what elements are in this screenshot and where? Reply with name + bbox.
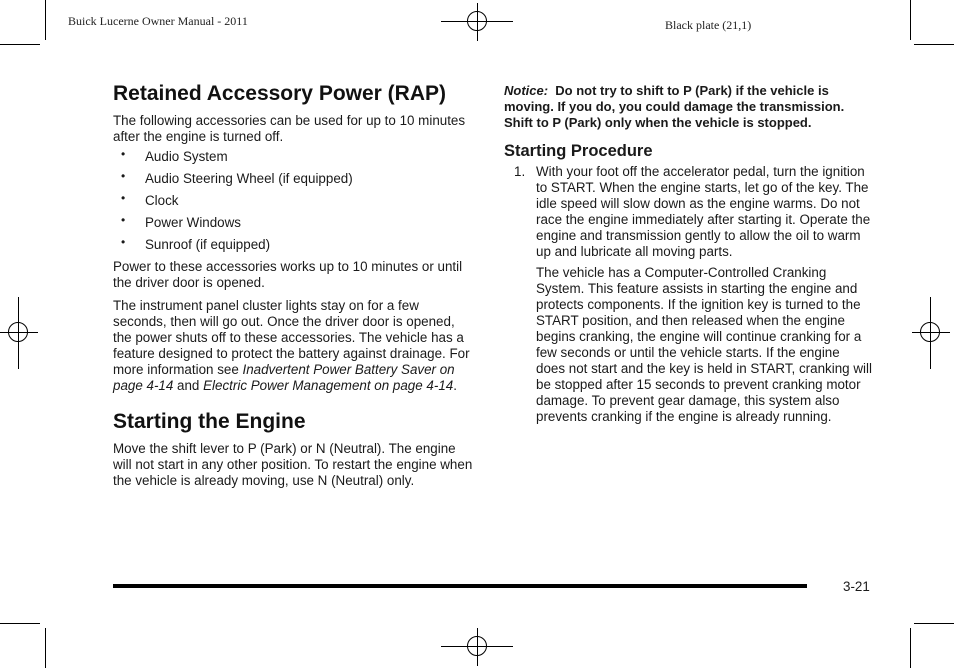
footer-rule	[113, 584, 807, 588]
rap-heading: Retained Accessory Power (RAP)	[113, 82, 446, 105]
rap-paragraph-2: Power to these accessories works up to 10 minutes or until the driver door is opened.	[113, 259, 463, 290]
bullet-icon: •	[121, 169, 126, 183]
bullet-icon: •	[121, 191, 126, 205]
manual-title: Buick Lucerne Owner Manual - 2011	[68, 14, 248, 28]
step-paragraph-1: With your foot off the accelerator pedal, turn the ignition to START. When the engine starts, let go of the key. The idle speed will slow down as the engine warms. Do not race the engine immediately after starting it. Operate the engine and transmission gently to allow the oil to warm up and lubricate all moving parts.	[536, 164, 871, 259]
list-item: • Audio Steering Wheel (if equipped)	[121, 169, 353, 186]
notice-label: Notice:	[504, 83, 549, 98]
list-item: • Sunroof (if equipped)	[121, 235, 271, 252]
notice-box	[504, 83, 872, 131]
cross-reference-link[interactable]: Electric Power Management on page 4-14	[203, 378, 454, 393]
bullet-icon: •	[121, 213, 126, 227]
list-item: • Power Windows	[121, 213, 241, 230]
rap-intro: The following accessories can be used for up to 10 minutes after the engine is turned off.	[113, 113, 466, 144]
procedure-steps	[504, 164, 872, 425]
list-item: • Audio System	[121, 147, 228, 164]
list-item	[504, 164, 872, 425]
list-item: • Clock	[121, 191, 179, 208]
right-column	[504, 83, 872, 425]
notice-text: Do not try to shift to P (Park) if the vehicle is moving. If you do, you could damage the transmission. Shift to P (Park) only when the vehicle is stopped.	[504, 83, 845, 130]
rap-paragraph-3: The instrument panel cluster lights stay on for a few seconds, then will go out. Once the driver door is opened, the power shuts off to these accessories. The vehicle has a feature designed to protect the battery against drainage. For more information see Inadvertent Power Battery Saver on page 4-14 and Electric Power Management on page 4-14.	[113, 298, 470, 393]
accessory-list	[113, 149, 475, 253]
step-number: 1.	[514, 164, 526, 179]
bullet-icon: •	[121, 147, 126, 161]
left-column	[113, 82, 475, 489]
starting-procedure-heading: Starting Procedure	[504, 142, 653, 160]
bullet-icon: •	[121, 235, 126, 249]
page-number: 3-21	[843, 579, 870, 594]
starting-engine-paragraph: Move the shift lever to P (Park) or N (Neutral). The engine will not start in any other position. To restart the engine when the vehicle is already moving, use N (Neutral) only.	[113, 441, 473, 488]
plate-label: Black plate (21,1)	[665, 18, 752, 32]
starting-engine-heading: Starting the Engine	[113, 410, 306, 433]
step-paragraph-2: The vehicle has a Computer-Controlled Cranking System. This feature assists in starting the engine and protects components. If the ignition key is turned to the START position, and then released when the engine begins cranking, the engine will continue cranking for a few seconds or until the vehicle starts. If the engine does not start and the key is held in START, cranking will be stopped after 15 seconds to prevent cranking motor damage. To prevent gear damage, this system also prevents cranking if the engine is already running.	[536, 265, 872, 424]
cross-reference-link[interactable]: Inadvertent Power Battery Saver on page 4-14	[113, 362, 455, 393]
